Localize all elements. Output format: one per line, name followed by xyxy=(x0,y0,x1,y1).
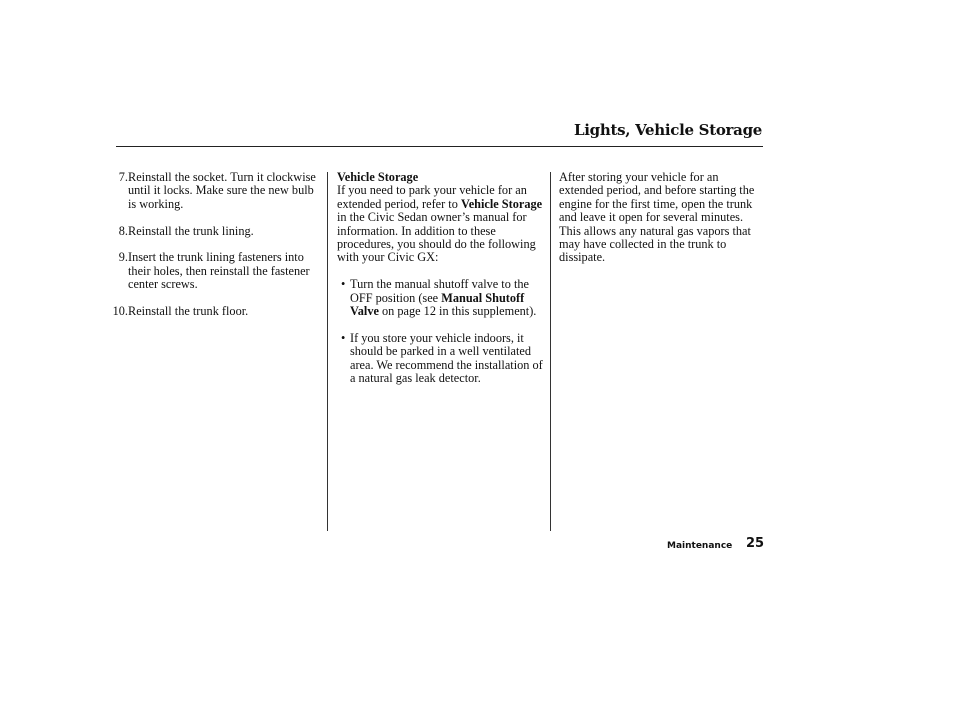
title-rule xyxy=(116,146,763,147)
step-number: 7. xyxy=(118,170,128,184)
bullet1-text-a: Turn the manual shutoff valve to the OFF position (see xyxy=(350,277,529,305)
intro-text-b: in the Civic Sedan owner’s manual for information. In addition to these procedures, you should do the following with your Civic GX: xyxy=(337,210,536,265)
intro-bold-reference: Vehicle Storage xyxy=(460,196,543,211)
column-3 xyxy=(559,171,765,265)
column-divider-right xyxy=(550,172,551,531)
section-heading: Vehicle Storage xyxy=(337,170,419,184)
bullet-text xyxy=(350,278,545,318)
footer-section-label: Maintenance xyxy=(667,541,733,551)
step-number: 8. xyxy=(118,223,128,238)
step-text: Reinstall the trunk lining. xyxy=(128,223,254,238)
bullet-icon: • xyxy=(341,330,346,345)
bullet-text: If you store your vehicle indoors, it should be parked in a well ventilated area. We recommend the installation of a natural gas leak detector. xyxy=(350,330,543,386)
step-item xyxy=(104,225,320,238)
storage-advice-paragraph: After storing your vehicle for an extended period, and before starting the engine for the first time, open the trunk and leave it open for several minutes. This allows any natural gas vapors that may have collected in the trunk to dissipate. xyxy=(559,170,755,265)
bullet-icon: • xyxy=(341,277,346,292)
column-2 xyxy=(337,171,545,385)
column-divider-left xyxy=(327,172,328,531)
page-title: Lights, Vehicle Storage xyxy=(574,121,762,139)
bullet-item xyxy=(337,332,545,386)
intro-text-a: If you need to park your vehicle for an extended period, refer to xyxy=(337,183,527,211)
page-number: 25 xyxy=(746,536,765,551)
bullet-item xyxy=(337,278,545,318)
bullet1-text-b: on page 12 in this supplement). xyxy=(378,304,537,319)
step-text: Reinstall the trunk floor. xyxy=(128,304,249,319)
step-item xyxy=(104,305,320,318)
step-number: 9. xyxy=(118,250,128,265)
bullet1-bold-reference: Manual Shutoff Valve xyxy=(350,290,525,319)
step-text: Reinstall the socket. Turn it clockwise until it locks. Make sure the new bulb is working. xyxy=(128,170,316,211)
step-item xyxy=(104,171,320,211)
column-1 xyxy=(104,171,320,332)
step-number: 10. xyxy=(112,304,128,319)
intro-paragraph xyxy=(337,184,545,264)
step-text: Insert the trunk lining fasteners into their holes, then reinstall the fastener center screws. xyxy=(128,250,310,292)
step-item xyxy=(104,251,320,291)
